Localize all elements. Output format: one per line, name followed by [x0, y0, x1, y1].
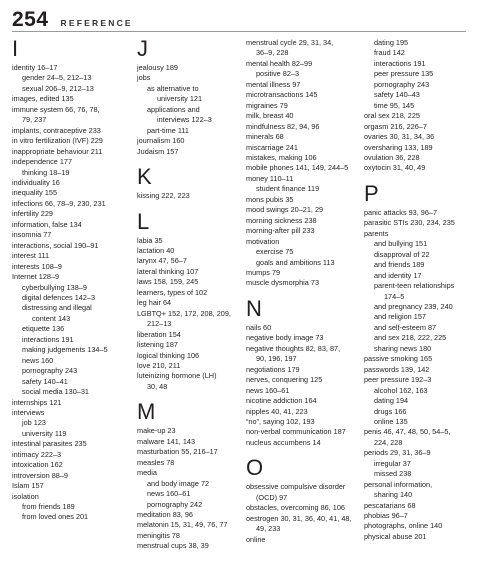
- index-entry: intimacy 222–3: [12, 449, 62, 459]
- index-subentry: peer pressure 135: [374, 69, 434, 79]
- index-entry: jobs: [137, 73, 151, 83]
- index-entry: oversharing 133, 189: [364, 142, 433, 152]
- index-letter-heading: M: [137, 399, 156, 425]
- index-subentry: pornography 243: [374, 79, 430, 89]
- index-entry: Islam 157: [12, 481, 44, 491]
- index-entry: morning-after pill 233: [246, 226, 315, 236]
- index-subentry: pornography 242: [147, 499, 203, 509]
- index-column-4: [364, 38, 472, 542]
- index-entry: information, false 134: [12, 219, 82, 229]
- index-entry: negative body image 73: [246, 333, 324, 343]
- index-subentry: making judgements 134–5: [22, 345, 108, 355]
- index-entry: love 210, 211: [137, 360, 181, 370]
- index-subentry: sharing 140: [374, 490, 413, 500]
- index-subentry: news 160–61: [147, 489, 191, 499]
- index-letter-heading: P: [364, 180, 379, 206]
- index-entry: liberation 154: [137, 329, 181, 339]
- index-subentry: and self-esteem 87: [374, 322, 437, 332]
- index-subentry: university 119: [22, 428, 67, 438]
- index-subentry: part-time 111: [147, 125, 189, 135]
- index-subentry: distressing and illegal: [22, 303, 92, 313]
- index-entry: mood swings 20–21, 29: [246, 205, 324, 215]
- index-column-2: [137, 38, 247, 552]
- index-letter-heading: J: [137, 36, 148, 61]
- index-entry: news 160–61: [246, 385, 290, 395]
- index-subentry: positive 82–3: [256, 69, 300, 79]
- index-entry: oestrogen 30, 31, 36, 40, 41, 48,: [246, 513, 352, 523]
- index-entry: journalism 160: [137, 136, 185, 146]
- index-subentry: dating 194: [374, 396, 409, 406]
- index-entry: ovaries 30, 31, 34, 36: [364, 132, 435, 142]
- index-subentry: 224, 228: [374, 437, 403, 447]
- index-entry: periods 29, 31, 36–9: [364, 448, 431, 458]
- index-entry: media: [137, 468, 157, 478]
- index-entry: individuality 16: [12, 177, 60, 187]
- index-subentry: and identity 17: [374, 270, 422, 280]
- index-subentry: online 135: [374, 416, 408, 426]
- index-entry: nucleus accumbens 14: [246, 437, 321, 447]
- index-entry: immune system 66, 76, 78,: [12, 104, 100, 114]
- index-subentry: and friends 189: [374, 260, 425, 270]
- index-entry: parasitic STIs 230, 234, 235: [364, 218, 455, 228]
- index-entry: panic attacks 93, 96–7: [364, 207, 438, 217]
- index-subentry: from loved ones 201: [22, 512, 89, 522]
- index-subentry: 212–13: [147, 319, 172, 329]
- index-entry: mons pubis 35: [246, 194, 294, 204]
- index-entry: luteinizing hormone (LH): [137, 371, 217, 381]
- index-subentry: interactions 191: [374, 58, 426, 68]
- index-entry: identity 16–17: [12, 63, 58, 72]
- index-entry: physical abuse 201: [364, 531, 427, 541]
- index-entry: learners, types of 102: [137, 287, 208, 297]
- index-subentry: and religion 157: [374, 312, 426, 322]
- index-subentry: etiquette 136: [22, 324, 65, 334]
- index-entry: “no”, saying 102, 193: [246, 416, 315, 426]
- index-entry: oxytocin 31, 40, 49: [364, 163, 426, 173]
- index-entry: kissing 222, 223: [137, 191, 190, 201]
- index-entry: mental health 82–99: [246, 58, 313, 68]
- index-subentry: university 121: [157, 94, 203, 104]
- index-letter-heading: N: [246, 295, 262, 321]
- index-entry: negative thoughts 82, 83, 87,: [246, 343, 341, 353]
- index-entry: mental illness 97: [246, 79, 301, 89]
- index-entry: images, edited 135: [12, 94, 74, 104]
- index-entry: listening 187: [137, 340, 178, 350]
- index-entry: internships 121: [12, 397, 62, 407]
- index-subentry: news 160: [22, 355, 54, 365]
- index-subentry: digital defences 142–3: [22, 292, 96, 302]
- index-entry: morning sickness 238: [246, 215, 317, 225]
- index-entry: independence 177: [12, 157, 73, 167]
- index-entry: nipples 40, 41, 223: [246, 406, 308, 416]
- index-entry: leg hair 64: [137, 298, 172, 308]
- index-subentry: exercise 75: [256, 247, 294, 257]
- index-subentry: missed 238: [374, 469, 412, 479]
- index-entry: infertility 229: [12, 209, 53, 219]
- index-subentry: safety 140–41: [22, 376, 68, 386]
- index-column-1: [12, 38, 124, 523]
- index-subentry: interactions 191: [22, 334, 74, 344]
- index-entry: meditation 83, 96: [137, 509, 193, 519]
- index-subentry: 174–5: [384, 291, 405, 301]
- index-subentry: and sex 218, 222, 225: [374, 333, 447, 343]
- index-entry: mistakes, making 106: [246, 152, 317, 162]
- index-entry: pescatarians 68: [364, 500, 416, 510]
- index-entry: mindfulness 82, 94, 96: [246, 121, 320, 131]
- index-entry: laws 158, 159, 245: [137, 277, 199, 287]
- index-entry: penis 46, 47, 48, 50, 54–5,: [364, 427, 451, 437]
- index-entry: meningitis 78: [137, 530, 180, 540]
- index-entry: oral sex 218, 225: [364, 111, 420, 121]
- index-entry: non-verbal communication 187: [246, 427, 346, 437]
- index-entry: nicotine addiction 164: [246, 396, 317, 406]
- index-subentry: irregular 37: [374, 458, 411, 468]
- index-subentry: cyberbullying 138–9: [22, 282, 87, 292]
- index-entry: motivation: [246, 236, 280, 246]
- index-entry: lateral thinking 107: [137, 266, 199, 276]
- index-subentry: sexual 206–9, 212–13: [22, 83, 94, 93]
- index-subentry: social media 130–31: [22, 387, 89, 397]
- index-entry: menstrual cycle 29, 31, 34,: [246, 38, 334, 47]
- index-subentry: goals and ambitions 113: [256, 257, 335, 267]
- index-entry: insomnia 77: [12, 230, 52, 240]
- index-entry: phobias 96–7: [364, 511, 408, 521]
- index-entry: infections 66, 78–9, 230, 231: [12, 198, 106, 208]
- index-entry: masturbation 55, 216–17: [137, 447, 218, 457]
- index-entry: implants, contraceptive 233: [12, 125, 101, 135]
- index-subentry: applications and: [147, 104, 200, 114]
- index-entry: obsessive compulsive disorder: [246, 482, 346, 492]
- index-entry: intestinal parasites 235: [12, 439, 87, 449]
- section-label: REFERENCE: [60, 18, 133, 28]
- index-entry: peer pressure 192–3: [364, 375, 432, 385]
- index-entry: larynx 47, 56–7: [137, 256, 187, 266]
- index-letter-heading: L: [137, 208, 150, 234]
- index-entry: obstacles, overcoming 86, 106: [246, 503, 345, 513]
- index-subentry: alcohol 162, 163: [374, 385, 428, 395]
- index-subentry: 36–9, 228: [256, 48, 289, 58]
- index-subentry: time 95, 145: [374, 100, 415, 110]
- index-subentry: drugs 166: [374, 406, 407, 416]
- index-entry: inappropriate behaviour 211: [12, 146, 103, 156]
- index-subentry: interviews 122–3: [157, 115, 212, 125]
- index-entry: passive smoking 165: [364, 354, 433, 364]
- index-entry: mumps 79: [246, 267, 281, 277]
- index-entry: orgasm 216, 226–7: [364, 121, 427, 131]
- index-subentry: dating 195: [374, 38, 409, 47]
- index-entry: parents: [364, 228, 389, 238]
- index-entry: mobile phones 141, 149, 244–5: [246, 163, 349, 173]
- index-entry: milk, breast 40: [246, 111, 294, 121]
- index-subentry: thinking 18–19: [22, 167, 70, 177]
- index-entry: miscarriage 241: [246, 142, 298, 152]
- index-entry: isolation: [12, 491, 39, 501]
- index-subentry: sharing news 180: [374, 343, 432, 353]
- index-subentry: 90, 196, 197: [256, 354, 297, 364]
- index-entry: in vitro fertilization (IVF) 229: [12, 136, 103, 146]
- index-subentry: gender 24–5, 212–13: [22, 73, 92, 83]
- index-entry: interests 108–9: [12, 261, 62, 271]
- index-letter-heading: K: [137, 164, 152, 190]
- index-entry: labia 35: [137, 235, 163, 245]
- index-entry: logical thinking 106: [137, 350, 200, 360]
- index-entry: online: [246, 534, 266, 544]
- index-entry: inequality 155: [12, 188, 58, 198]
- index-subentry: content 143: [32, 313, 71, 323]
- index-subentry: safety 140–43: [374, 90, 420, 100]
- index-subentry: fraud 142: [374, 48, 405, 58]
- index-subentry: and body image 72: [147, 478, 210, 488]
- index-entry: personal information,: [364, 479, 433, 489]
- index-entry: Judaism 157: [137, 146, 179, 156]
- index-entry: microtransactions 145: [246, 90, 318, 100]
- index-entry: lactation 40: [137, 245, 175, 255]
- index-entry: Internet 128–9: [12, 272, 60, 282]
- index-entry: nails 60: [246, 322, 272, 332]
- index-entry: passwords 139, 142: [364, 364, 430, 374]
- index-subentry: 30, 48: [147, 381, 168, 391]
- index-entry: jealousy 189: [137, 63, 178, 72]
- page-number: 254: [12, 8, 49, 31]
- index-entry: make-up 23: [137, 426, 176, 436]
- index-subentry: parent-teen relationships: [374, 281, 455, 291]
- index-letter-heading: O: [246, 455, 264, 481]
- index-subentry: and bullying 151: [374, 239, 428, 249]
- index-entry: photographs, online 140: [364, 521, 443, 531]
- index-column-3: [246, 38, 360, 545]
- index-subentry: job 123: [22, 418, 46, 428]
- index-letter-heading: I: [12, 36, 19, 61]
- header-rule: [12, 31, 466, 32]
- index-subentry: 49, 233: [256, 524, 281, 534]
- index-entry: ovulation 36, 228: [364, 152, 420, 162]
- index-entry: minerals 68: [246, 132, 284, 142]
- index-subentry: disapproval of 22: [374, 249, 430, 259]
- index-entry: interviews: [12, 407, 45, 417]
- index-subentry: pornography 243: [22, 366, 78, 376]
- index-entry: muscle dysmorphia 73: [246, 278, 320, 288]
- index-subentry: (OCD) 97: [256, 492, 288, 502]
- index-entry: introversion 88–9: [12, 470, 68, 480]
- index-entry: melatonin 15, 31, 49, 76, 77: [137, 520, 228, 530]
- index-entry: measles 78: [137, 457, 175, 467]
- index-subentry: 79, 237: [22, 115, 47, 125]
- index-subentry: and pregnancy 239, 240: [374, 301, 453, 311]
- index-entry: negotiations 179: [246, 364, 300, 374]
- index-subentry: student finance 119: [256, 184, 320, 194]
- index-entry: money 110–11: [246, 173, 294, 183]
- index-entry: malware 141, 143: [137, 436, 196, 446]
- index-entry: interest 111: [12, 251, 50, 261]
- index-entry: interactions, social 190–91: [12, 240, 99, 250]
- index-entry: menstrual cups 38, 39: [137, 541, 209, 551]
- page-header: [12, 8, 133, 32]
- index-entry: intoxication 162: [12, 460, 63, 470]
- index-subentry: as alternative to: [147, 83, 199, 93]
- index-subentry: from friends 189: [22, 502, 75, 512]
- index-entry: LGBTQ+ 152, 172, 208, 209,: [137, 308, 231, 318]
- index-entry: nerves, conquering 125: [246, 375, 323, 385]
- index-entry: migraines 79: [246, 100, 288, 110]
